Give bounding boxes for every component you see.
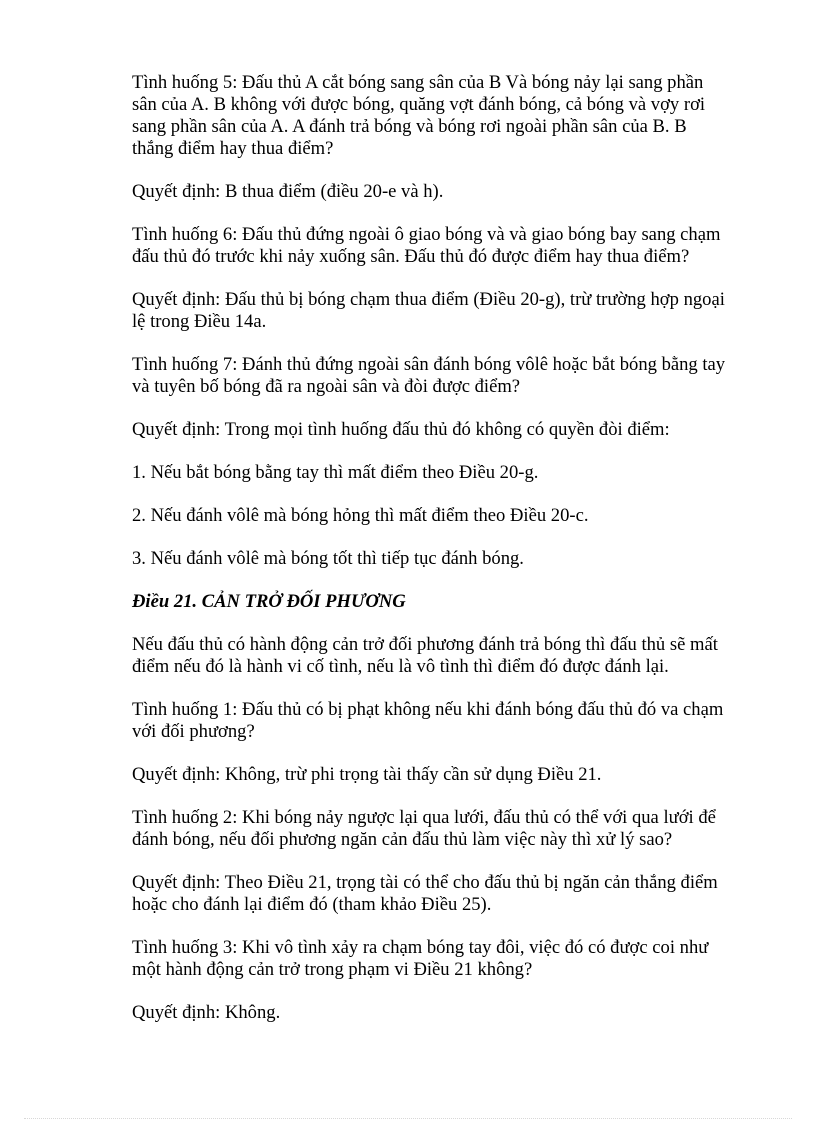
article-21-situation-2: Tình huống 2: Khi bóng nảy ngược lại qua lưới, đấu thủ có thể với qua lưới để đánh bóng, nếu đối phương ngăn cản đấu thủ làm việc này thì xử lý sao? <box>132 807 716 850</box>
situation-7: Tình huống 7: Đánh thủ đứng ngoài sân đánh bóng vôlê hoặc bắt bóng bằng tay và tuyên bố bóng đã ra ngoài sân và đòi được điểm? <box>132 354 726 397</box>
decision-5: Quyết định: B thua điểm (điều 20-e và h). <box>132 181 444 202</box>
article-21-rule: Nếu đấu thủ có hành động cản trở đối phương đánh trả bóng thì đấu thủ sẽ mất điểm nếu đó là hành vi cố tình, nếu là vô tình thì điểm đó được đánh lại. <box>132 634 718 677</box>
article-21-decision-2: Quyết định: Theo Điều 21, trọng tài có thể cho đấu thủ bị ngăn cản thắng điểm hoặc cho đánh lại điểm đó (tham khảo Điều 25). <box>132 872 718 915</box>
page-bottom-divider <box>24 1118 792 1119</box>
section-heading-article-21: Điều 21. CẢN TRỞ ĐỐI PHƯƠNG <box>132 591 406 612</box>
document-page <box>132 72 728 1045</box>
decision-6: Quyết định: Đấu thủ bị bóng chạm thua điểm (Điều 20-g), trừ trường hợp ngoại lệ trong Điều 14a. <box>132 289 725 332</box>
list-item-1: 1. Nếu bắt bóng bằng tay thì mất điểm theo Điều 20-g. <box>132 462 539 483</box>
list-item-3: 3. Nếu đánh vôlê mà bóng tốt thì tiếp tục đánh bóng. <box>132 548 524 569</box>
list-item-2: 2. Nếu đánh vôlê mà bóng hỏng thì mất điểm theo Điều 20-c. <box>132 505 589 526</box>
article-21-situation-1: Tình huống 1: Đấu thủ có bị phạt không nếu khi đánh bóng đấu thủ đó va chạm với đối phương? <box>132 699 724 742</box>
decision-7: Quyết định: Trong mọi tình huống đấu thủ đó không có quyền đòi điểm: <box>132 419 670 440</box>
article-21-decision-3: Quyết định: Không. <box>132 1002 281 1023</box>
article-21-decision-1: Quyết định: Không, trừ phi trọng tài thấy cần sử dụng Điều 21. <box>132 764 602 785</box>
situation-5: Tình huống 5: Đấu thủ A cắt bóng sang sân của B Và bóng nảy lại sang phần sân của A. B không với được bóng, quăng vợt đánh bóng, cả bóng và vợy rơi sang phần sân của A. A đánh trả bóng và bóng rơi ngoài phần sân của B. B thắng điểm hay thua điểm? <box>132 72 706 159</box>
article-21-situation-3: Tình huống 3: Khi vô tình xảy ra chạm bóng tay đôi, việc đó có được coi như một hành động cản trở trong phạm vi Điều 21 không? <box>132 937 709 980</box>
situation-6: Tình huống 6: Đấu thủ đứng ngoài ô giao bóng và và giao bóng bay sang chạm đấu thủ đó trước khi nảy xuống sân. Đấu thủ đó được điểm hay thua điểm? <box>132 224 721 267</box>
